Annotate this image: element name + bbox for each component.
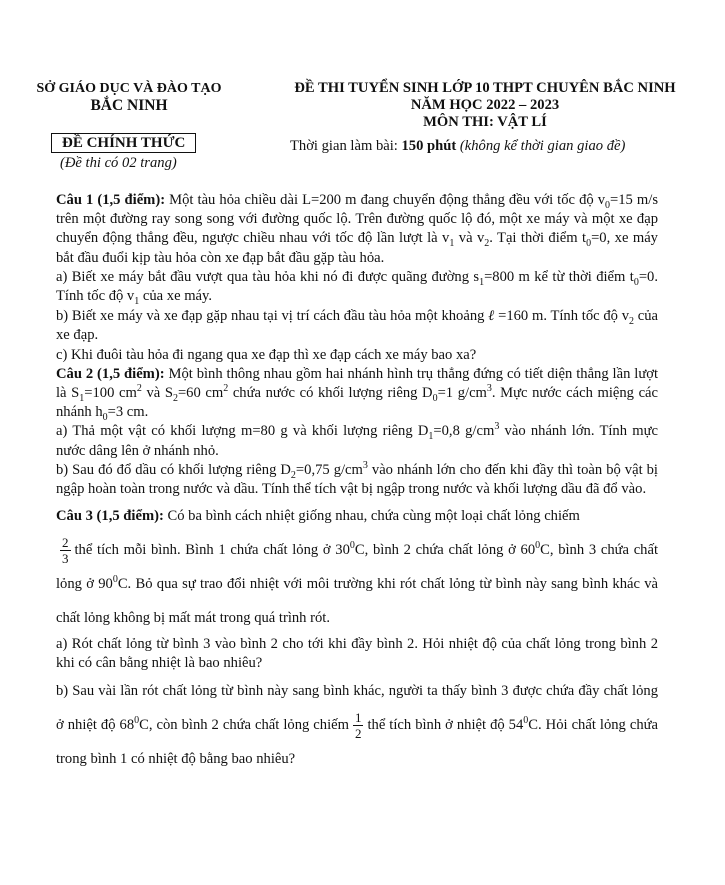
pages-note: (Đề thi có 02 trang) [60,155,177,171]
subject: MÔN THI: VẬT LÍ [423,114,547,130]
ell-symbol: ℓ [488,307,495,325]
question-1-title: Câu 1 (1,5 điểm): [56,192,166,208]
time-note: (không kể thời gian giao đề) [459,138,626,154]
question-3a: a) Rót chất lỏng từ bình 3 vào bình 2 cho tới khi đầy bình 2. Hỏi nhiệt độ của chất lỏng trong bình 2 khi có cân bằng nhiệt là bao nhiêu? [56,636,658,672]
v0-symbol: $v_0$ [597,192,611,211]
question-2-title: Câu 2 (1,5 điểm): [56,365,165,382]
question-1b: b) Biết xe máy và xe đạp gặp nhau tại vị trí cách đầu tàu hỏa một khoảng ℓ =160 m. Tính tốc độ $v_2$ của xe đạp. [56,307,658,344]
question-2: Câu 2 (1,5 điểm): Một bình thông nhau gồm hai nhánh hình trụ thẳng đứng có tiết diện thẳng lần lượt là $S_1=100$ $cm^2$ và $S_2=60$ $cm^2$ chứa nước có khối lượng riêng $D_0=1$ $g/cm^3$. Mực nước cách miệng các nhánh $h_0=3$ cm. [56,365,659,424]
q1-line3a: và v [454,230,485,247]
q1-line3c: =0, xe máy bắt đầu đuổi kịp tàu hỏa còn xe đạp bắt đầu gặp tàu hỏa. [56,230,658,266]
time-value: 150 phút [401,138,457,154]
time-line [290,137,625,156]
question-3b: b) Sau vài lần rót chất lỏng từ bình này sang bình khác, người ta thấy bình 3 được chứa đầy chất lỏng ở nhiệt độ $68^0C$, còn bình 2 chứa chất lỏng chiếm $\frac{1}{2}$ thể tích bình ở nhiệt độ $54^0C$. Hỏi chất lỏng chứa trong bình 1 có nhiệt độ bằng bao nhiêu? [56,682,659,767]
question-3-title: Câu 3 (1,5 điểm): [56,508,164,525]
exam-title: ĐỀ THI TUYỂN SINH LỚP 10 THPT CHUYÊN BẮC NINH [294,80,676,96]
q1-line3b: . Tại thời điểm t [489,230,587,247]
question-3: Câu 3 (1,5 điểm): Có ba bình cách nhiệt giống nhau, chứa cùng một loại chất lỏng chiếm $\frac{2}{3}$ thể tích mỗi bình. Bình 1 chứa chất lỏng ở $30^0C$, bình 2 chứa chất lỏng ở $60^0C$, bình 3 chứa chất lỏng ở $90^0C$. Bỏ qua sự trao đổi nhiệt với môi trường khi rót chất lỏng từ bình này sang bình khác và chất lỏng không bị mất mát trong quá trình rót. [56,508,659,627]
exam-header [262,80,708,131]
fraction-one-half: $\frac{1}{2}$ [354,709,362,741]
question-1: Câu 1 (1,5 điểm): Một tàu hỏa chiều dài L=200 m đang chuyển động thẳng đều với tốc độ $v_0=15$ m/s trên một đường ray song song với đường quốc lộ. Trên đường quốc lộ đó, một xe máy và một xe đạp chuyển động thẳng đều, ngược chiều nhau với tốc độ lần lượt là $v_1$ và $v_2$. Tại thời điểm $t_0=0$, xe máy bắt đầu đuổi kịp tàu hỏa còn xe đạp bắt đầu gặp tàu hỏa. [56,192,658,266]
school-year: NĂM HỌC 2022 – 2023 [410,97,560,113]
official-label: ĐỀ CHÍNH THỨC [51,133,196,153]
question-2a: a) Thả một vật có khối lượng m=80 g và khối lượng riêng $D_1=0,8$ $g/cm^3$ vào nhánh lớn. Tính mực nước dâng lên ở nhánh nhỏ. [56,421,659,459]
question-1c: c) Khi đuôi tàu hỏa đi ngang qua xe đạp thì xe đạp cách xe máy bao xa? [56,346,477,363]
department-line2: BẮC NINH [90,97,168,114]
question-1a: a) Biết xe máy bắt đầu vượt qua tàu hỏa khi nó đi được quãng đường $s_1=800$ m kể từ thời điểm $t_0=0$. Tính tốc độ $v_1$ của xe máy. [56,268,658,307]
fraction-two-thirds: $\frac{2}{3}$ [62,535,69,567]
time-prefix: Thời gian làm bài: [290,138,402,154]
exam-body [56,191,658,776]
question-2b: b) Sau đó đổ dầu có khối lượng riêng $D_2=0,75$ $g/cm^3$ vào nhánh lớn cho đến khi đầy thì toàn bộ vật bị ngập hoàn toàn trong nước và dầu. Tính thể tích vật bị ngập trong nước và khối lượng dầu đã đổ vào. [56,459,658,498]
department-line1: SỞ GIÁO DỤC VÀ ĐÀO TẠO [36,81,222,96]
department-header [24,80,234,114]
q1-intro: Một tàu hỏa chiều dài L=200 m đang chuyển động thẳng đều với tốc độ [169,192,594,208]
q1-line2: =15 m/s trên một đường ray song song với đường quốc lộ. Trên đường quốc lộ đó, một xe máy và một xe đạp chuyển động thẳng đều, ngược chiều nhau với tốc độ lần lượt là v [56,192,658,247]
